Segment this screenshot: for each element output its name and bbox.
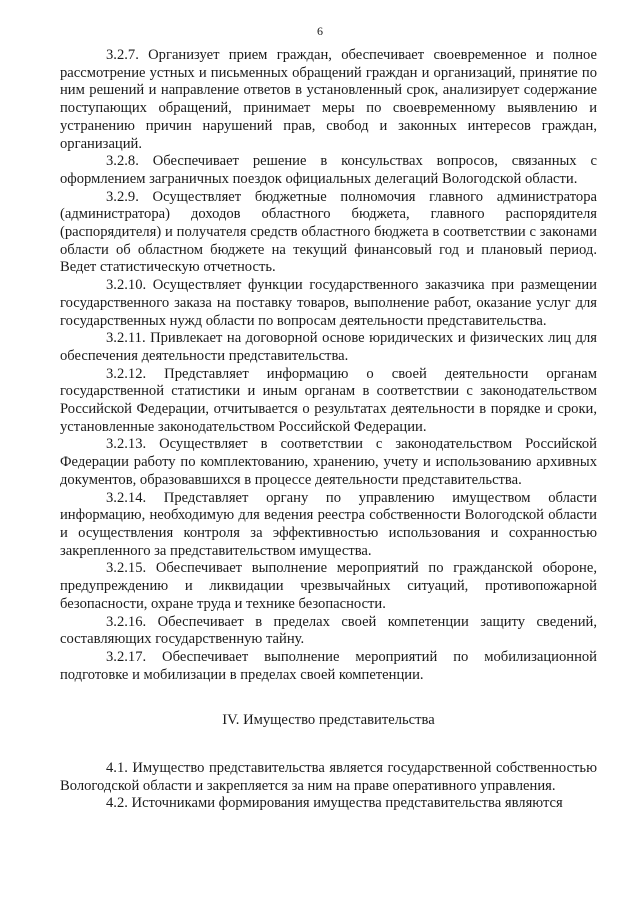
- paragraph-3-2-13: 3.2.13. Осуществляет в соответствии с законодательством Российской Федерации работу по комплектованию, хранению, учету и использованию архивных документов, образовавшихся в процессе деятельности представительства.: [60, 436, 597, 488]
- page-number: 6: [317, 24, 323, 38]
- paragraph-4-1: 4.1. Имущество представительства является государственной собственностью Вологодской области и закрепляется за ним на праве оперативного управления.: [60, 760, 597, 794]
- paragraph-3-2-12: 3.2.12. Представляет информацию о своей деятельности органам государственной статистики и иным органам в соответствии с законодательством Российской Федерации, отчитывается о результатах деятельности в порядке и сроки, установленные законодательством Российской Федерации.: [60, 365, 597, 435]
- paragraph-3-2-10: 3.2.10. Осуществляет функции государственного заказчика при размещении государственного заказа на поставку товаров, выполнение работ, оказание услуг для государственных нужд области по вопросам деятельности представительства.: [60, 277, 597, 329]
- section-heading: IV. Имущество представительства: [222, 712, 435, 729]
- document-body: [60, 47, 597, 813]
- paragraph-3-2-11: 3.2.11. Привлекает на договорной основе юридических и физических лиц для обеспечения деятельности представительства.: [60, 330, 597, 364]
- paragraph-3-2-14: 3.2.14. Представляет органу по управлению имуществом области информацию, необходимую для ведения реестра собственности Вологодской области и осуществления контроля за эффективностью использования и сохранностью закрепленного за представительством имущества.: [60, 489, 597, 559]
- paragraph-3-2-15: 3.2.15. Обеспечивает выполнение мероприятий по гражданской обороне, предупреждению и ликвидации чрезвычайных ситуаций, противопожарной безопасности, охране труда и технике безопасности.: [60, 560, 597, 612]
- paragraph-3-2-7: 3.2.7. Организует прием граждан, обеспечивает своевременное и полное рассмотрение устных и письменных обращений граждан и организаций, принятие по ним решений и направление ответов в установленный срок, анализирует содержание поступающих обращений, принимает меры по своевременному выявлению и устранению причин нарушений прав, свобод и законных интересов граждан, организаций.: [60, 47, 597, 152]
- paragraph-3-2-17: 3.2.17. Обеспечивает выполнение мероприятий по мобилизационной подготовке и мобилизации в пределах своей компетенции.: [60, 648, 597, 683]
- paragraph-3-2-8: 3.2.8. Обеспечивает решение в консульствах вопросов, связанных с оформлением заграничных поездок официальных делегаций Вологодской области.: [60, 153, 597, 187]
- paragraph-4-2: 4.2. Источниками формирования имущества представительства являются: [106, 795, 563, 812]
- paragraph-3-2-9: 3.2.9. Осуществляет бюджетные полномочия главного администратора (администратора) доходов областного бюджета, главного распорядителя (распорядителя) и получателя средств областного бюджета в соответствии с законами области об областном бюджете на текущий финансовый год и плановый период. Ведет статистическую отчетность.: [60, 188, 597, 276]
- paragraph-3-2-16: 3.2.16. Обеспечивает в пределах своей компетенции защиту сведений, составляющих государственную тайну.: [60, 613, 597, 648]
